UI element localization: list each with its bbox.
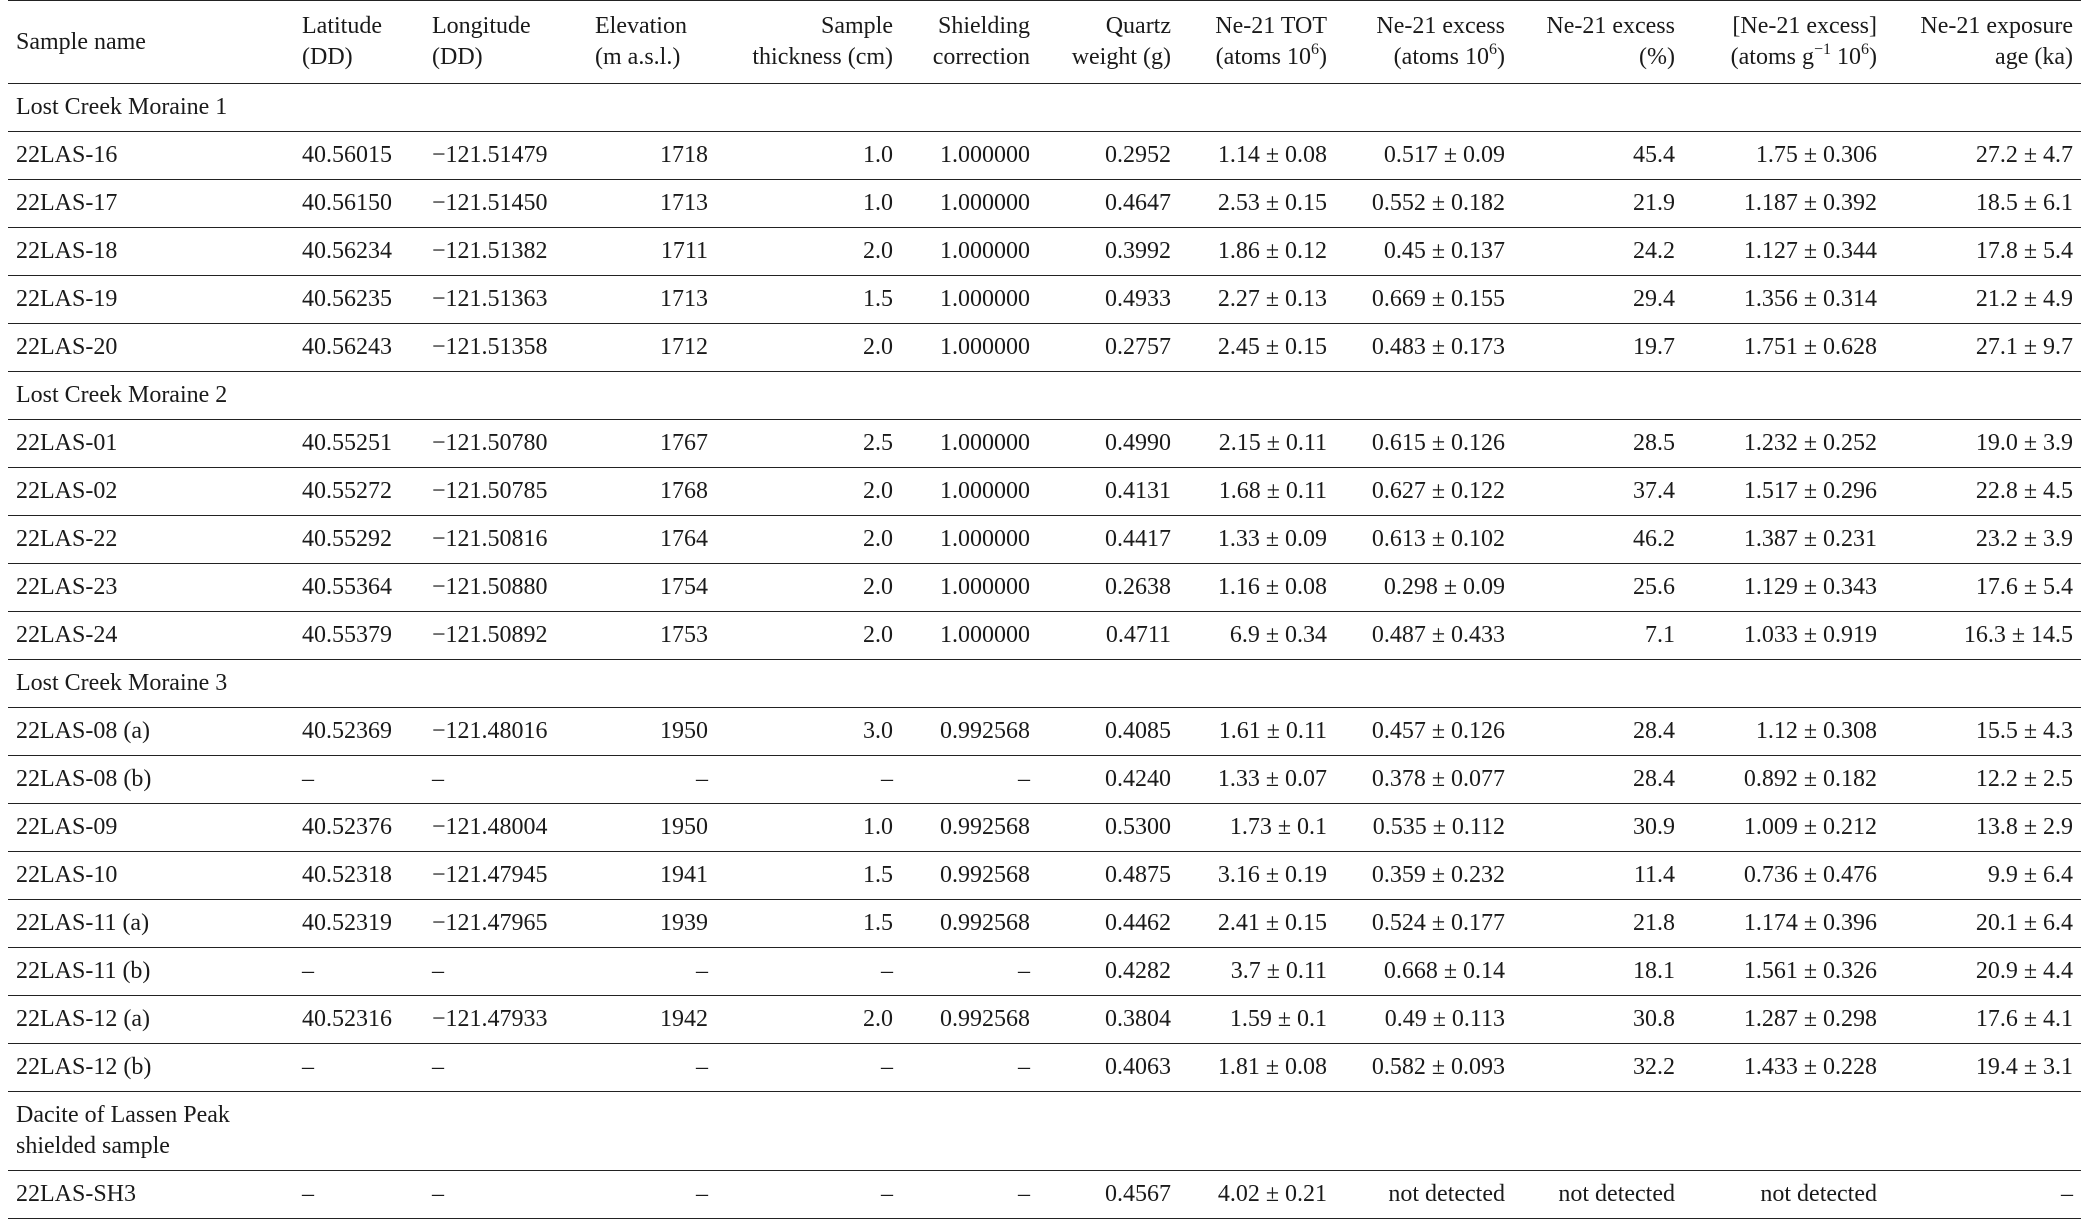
table-cell: 2.0 [716,564,901,612]
table-cell: 21.8 [1513,900,1683,948]
table-cell: 0.4567 [1038,1171,1179,1219]
table-cell: 28.4 [1513,708,1683,756]
table-cell: 2.0 [716,516,901,564]
table-row [8,900,2081,948]
table-cell: 40.55272 [294,468,424,516]
table-cell: −121.48004 [424,804,587,852]
group-label-filler [294,1092,2081,1171]
column-header-line: Longitude [432,13,531,39]
table-cell: 1764 [587,516,716,564]
table-cell: 1.000000 [901,132,1038,180]
table-cell: 7.1 [1513,612,1683,660]
table-cell: 1.000000 [901,324,1038,372]
table-cell: 1.000000 [901,180,1038,228]
table-cell: 0.2757 [1038,324,1179,372]
table-row [8,852,2081,900]
table-cell: 0.4417 [1038,516,1179,564]
sample-name-cell: 22LAS-02 [8,468,294,516]
table-cell: 1.751 ± 0.628 [1683,324,1885,372]
table-cell: not detected [1335,1171,1513,1219]
table-cell: 16.3 ± 14.5 [1885,612,2081,660]
table-cell: 2.0 [716,996,901,1044]
table-cell: 0.517 ± 0.09 [1335,132,1513,180]
table-cell: 0.5300 [1038,804,1179,852]
table-cell: 19.7 [1513,324,1683,372]
table-cell: 17.8 ± 5.4 [1885,228,2081,276]
table-cell: 1.59 ± 0.1 [1179,996,1335,1044]
sample-name-cell: 22LAS-12 (a) [8,996,294,1044]
table-cell: – [424,948,587,996]
table-cell: 0.669 ± 0.155 [1335,276,1513,324]
group-label: Lost Creek Moraine 3 [8,660,2081,708]
sample-name-cell: 22LAS-17 [8,180,294,228]
table-cell: 1.0 [716,132,901,180]
table-cell: 1.33 ± 0.09 [1179,516,1335,564]
table-cell: 0.457 ± 0.126 [1335,708,1513,756]
column-header-line: Sample [821,13,893,39]
table-cell: 1.000000 [901,276,1038,324]
table-cell: 1.187 ± 0.392 [1683,180,1885,228]
table-cell: 0.535 ± 0.112 [1335,804,1513,852]
table-cell: 1.000000 [901,228,1038,276]
table-cell: 2.53 ± 0.15 [1179,180,1335,228]
sample-name-cell: 22LAS-11 (b) [8,948,294,996]
table-cell: 1.517 ± 0.296 [1683,468,1885,516]
table-cell: 37.4 [1513,468,1683,516]
data-table-container [8,0,2073,1219]
table-cell: 40.56234 [294,228,424,276]
column-header [1885,1,2081,84]
table-cell: −121.47945 [424,852,587,900]
table-cell: 1.000000 [901,564,1038,612]
table-cell: 12.2 ± 2.5 [1885,756,2081,804]
column-header-line: thickness (cm) [752,44,893,70]
table-cell: 1.61 ± 0.11 [1179,708,1335,756]
column-header-line: age (ka) [1995,44,2073,70]
table-row [8,276,2081,324]
table-cell: 32.2 [1513,1044,1683,1092]
table-cell: 28.5 [1513,420,1683,468]
table-cell: −121.50892 [424,612,587,660]
table-row [8,1044,2081,1092]
table-cell: 1.5 [716,852,901,900]
column-header-line: (DD) [432,44,483,70]
table-cell: 40.52376 [294,804,424,852]
table-cell: 40.55364 [294,564,424,612]
table-cell: – [901,1171,1038,1219]
group-header-row [8,84,2081,132]
sample-name-cell: 22LAS-18 [8,228,294,276]
sample-data-table [8,0,2081,1219]
table-cell: 21.9 [1513,180,1683,228]
table-cell: 0.4063 [1038,1044,1179,1092]
table-cell: 2.0 [716,612,901,660]
table-cell: 0.49 ± 0.113 [1335,996,1513,1044]
table-cell: 0.992568 [901,900,1038,948]
column-header-line: (atoms $10^6$) [1215,41,1327,70]
table-cell: 0.2638 [1038,564,1179,612]
table-cell: 0.3804 [1038,996,1179,1044]
table-cell: 0.4282 [1038,948,1179,996]
table-cell: 2.41 ± 0.15 [1179,900,1335,948]
table-cell: 1942 [587,996,716,1044]
table-cell: 28.4 [1513,756,1683,804]
table-cell: 40.55292 [294,516,424,564]
column-header [1038,1,1179,84]
column-header-line: Latitude [302,13,382,39]
table-cell: 13.8 ± 2.9 [1885,804,2081,852]
table-cell: −121.48016 [424,708,587,756]
table-cell: 40.52316 [294,996,424,1044]
table-cell: 1713 [587,180,716,228]
table-row [8,324,2081,372]
table-cell: 2.15 ± 0.11 [1179,420,1335,468]
sample-name-cell: 22LAS-01 [8,420,294,468]
column-header-line: (%) [1639,44,1675,70]
table-cell: 3.16 ± 0.19 [1179,852,1335,900]
column-header [1513,1,1683,84]
table-row [8,612,2081,660]
table-cell: −121.50785 [424,468,587,516]
column-header-line: correction [932,44,1030,70]
table-cell: 1.5 [716,276,901,324]
table-cell: – [716,1171,901,1219]
table-cell: 0.992568 [901,852,1038,900]
table-cell: 3.0 [716,708,901,756]
table-cell: 0.359 ± 0.232 [1335,852,1513,900]
table-cell: 0.992568 [901,804,1038,852]
group-header-row [8,660,2081,708]
table-cell: 27.1 ± 9.7 [1885,324,2081,372]
table-cell: 0.4647 [1038,180,1179,228]
table-row [8,468,2081,516]
table-cell: 1.14 ± 0.08 [1179,132,1335,180]
table-row [8,564,2081,612]
table-cell: – [294,948,424,996]
table-cell: – [716,948,901,996]
sample-name-cell: 22LAS-24 [8,612,294,660]
table-cell: 1.75 ± 0.306 [1683,132,1885,180]
table-cell: 1711 [587,228,716,276]
table-cell: 1754 [587,564,716,612]
table-cell: 1753 [587,612,716,660]
column-header-line: Elevation [595,13,687,39]
table-row [8,804,2081,852]
table-cell: 0.892 ± 0.182 [1683,756,1885,804]
table-cell: 0.4875 [1038,852,1179,900]
table-cell: 1.387 ± 0.231 [1683,516,1885,564]
table-row [8,180,2081,228]
table-cell: – [901,948,1038,996]
table-cell: −121.51450 [424,180,587,228]
table-cell: 2.0 [716,228,901,276]
table-cell: 1.73 ± 0.1 [1179,804,1335,852]
table-cell: 46.2 [1513,516,1683,564]
table-cell: 0.615 ± 0.126 [1335,420,1513,468]
table-cell: 1.16 ± 0.08 [1179,564,1335,612]
group-label: Lost Creek Moraine 1 [8,84,2081,132]
table-cell: 3.7 ± 0.11 [1179,948,1335,996]
table-cell: 29.4 [1513,276,1683,324]
table-cell: 0.4933 [1038,276,1179,324]
table-cell: 19.0 ± 3.9 [1885,420,2081,468]
table-cell: 0.627 ± 0.122 [1335,468,1513,516]
sample-name-cell: 22LAS-12 (b) [8,1044,294,1092]
column-header-line: (DD) [302,44,353,70]
table-cell: 23.2 ± 3.9 [1885,516,2081,564]
table-cell: 2.45 ± 0.15 [1179,324,1335,372]
table-cell: 1.356 ± 0.314 [1683,276,1885,324]
table-row [8,948,2081,996]
table-cell: 1.68 ± 0.11 [1179,468,1335,516]
table-cell: – [587,1171,716,1219]
group-label: Lost Creek Moraine 2 [8,372,2081,420]
table-row [8,516,2081,564]
column-header-line: Ne-21 excess [1376,13,1505,39]
table-cell: 1713 [587,276,716,324]
table-cell: 0.582 ± 0.093 [1335,1044,1513,1092]
table-cell: −121.47933 [424,996,587,1044]
group-header-row [8,1092,2081,1171]
table-cell: 18.1 [1513,948,1683,996]
table-cell: 40.52318 [294,852,424,900]
column-header-line: [Ne-21 excess] [1732,13,1877,39]
table-cell: 1.009 ± 0.212 [1683,804,1885,852]
table-cell: – [424,1044,587,1092]
table-cell: 1.287 ± 0.298 [1683,996,1885,1044]
table-cell: not detected [1683,1171,1885,1219]
table-cell: 0.4131 [1038,468,1179,516]
table-cell: 1712 [587,324,716,372]
table-cell: 0.483 ± 0.173 [1335,324,1513,372]
table-cell: 1.33 ± 0.07 [1179,756,1335,804]
column-header [1335,1,1513,84]
column-header [716,1,901,84]
table-cell: 20.9 ± 4.4 [1885,948,2081,996]
table-cell: 2.0 [716,468,901,516]
table-cell: 24.2 [1513,228,1683,276]
table-cell: 0.45 ± 0.137 [1335,228,1513,276]
table-cell: 1.000000 [901,516,1038,564]
table-row [8,708,2081,756]
table-cell: 0.552 ± 0.182 [1335,180,1513,228]
table-cell: 1.000000 [901,420,1038,468]
table-cell: 0.524 ± 0.177 [1335,900,1513,948]
table-cell: 1.0 [716,804,901,852]
table-cell: 40.55379 [294,612,424,660]
table-row [8,228,2081,276]
table-cell: 0.613 ± 0.102 [1335,516,1513,564]
table-cell: 30.8 [1513,996,1683,1044]
table-cell: – [294,756,424,804]
table-cell: 1.127 ± 0.344 [1683,228,1885,276]
table-row [8,1171,2081,1219]
table-cell: – [294,1044,424,1092]
table-cell: – [901,1044,1038,1092]
table-cell: 1.433 ± 0.228 [1683,1044,1885,1092]
table-cell: 1718 [587,132,716,180]
column-header-line: (atoms $g^{-1}$ $10^6$) [1730,41,1877,70]
table-cell: 1.033 ± 0.919 [1683,612,1885,660]
table-row [8,996,2081,1044]
column-header-line: Sample name [16,28,146,55]
table-cell: 0.3992 [1038,228,1179,276]
header-row [8,1,2081,84]
table-cell: 40.56235 [294,276,424,324]
table-cell: 2.0 [716,324,901,372]
table-cell: not detected [1513,1171,1683,1219]
table-cell: 1941 [587,852,716,900]
table-cell: −121.51382 [424,228,587,276]
sample-name-cell: 22LAS-09 [8,804,294,852]
table-cell: 1.000000 [901,468,1038,516]
table-cell: 1.000000 [901,612,1038,660]
table-cell: 0.4085 [1038,708,1179,756]
table-cell: 1939 [587,900,716,948]
sample-name-cell: 22LAS-22 [8,516,294,564]
table-cell: 0.992568 [901,996,1038,1044]
sample-name-cell: 22LAS-08 (b) [8,756,294,804]
table-cell: 40.55251 [294,420,424,468]
table-cell: 45.4 [1513,132,1683,180]
table-cell: 40.56243 [294,324,424,372]
table-cell: 11.4 [1513,852,1683,900]
table-cell: 40.56015 [294,132,424,180]
table-cell: 1.86 ± 0.12 [1179,228,1335,276]
table-cell: 17.6 ± 5.4 [1885,564,2081,612]
table-cell: −121.51479 [424,132,587,180]
table-cell: −121.50880 [424,564,587,612]
table-cell: 0.668 ± 0.14 [1335,948,1513,996]
table-cell: 1.561 ± 0.326 [1683,948,1885,996]
column-header-line: Ne-21 exposure [1920,13,2073,39]
table-cell: 0.736 ± 0.476 [1683,852,1885,900]
table-cell: 0.4462 [1038,900,1179,948]
table-cell: – [587,1044,716,1092]
sample-name-cell: 22LAS-20 [8,324,294,372]
column-header [294,1,424,84]
table-cell: 18.5 ± 6.1 [1885,180,2081,228]
table-cell: 1.5 [716,900,901,948]
table-cell: 9.9 ± 6.4 [1885,852,2081,900]
column-header-line: Ne-21 excess [1546,13,1675,39]
sample-name-cell: 22LAS-16 [8,132,294,180]
table-cell: – [716,1044,901,1092]
table-cell: 21.2 ± 4.9 [1885,276,2081,324]
table-cell: 17.6 ± 4.1 [1885,996,2081,1044]
column-header-line: (atoms $10^6$) [1393,41,1505,70]
column-header-line: Shielding [937,13,1030,39]
column-header [8,1,294,84]
sample-name-cell: 22LAS-10 [8,852,294,900]
column-header [1179,1,1335,84]
table-cell: 1950 [587,708,716,756]
table-cell: – [587,756,716,804]
table-cell: – [294,1171,424,1219]
column-header [1683,1,1885,84]
table-row [8,420,2081,468]
table-cell: 19.4 ± 3.1 [1885,1044,2081,1092]
column-header-line: weight (g) [1071,44,1171,70]
table-cell: 6.9 ± 0.34 [1179,612,1335,660]
column-header-line: Ne-21 TOT [1215,13,1327,39]
table-cell: −121.47965 [424,900,587,948]
table-cell: 40.52369 [294,708,424,756]
table-cell: 20.1 ± 6.4 [1885,900,2081,948]
sample-name-cell: 22LAS-08 (a) [8,708,294,756]
table-cell: – [587,948,716,996]
table-cell: 22.8 ± 4.5 [1885,468,2081,516]
column-header [901,1,1038,84]
table-body [8,84,2081,1219]
sample-name-cell: 22LAS-11 (a) [8,900,294,948]
table-cell: 25.6 [1513,564,1683,612]
table-cell: 0.298 ± 0.09 [1335,564,1513,612]
table-cell: 15.5 ± 4.3 [1885,708,2081,756]
table-cell: −121.50780 [424,420,587,468]
column-header-line: Quartz [1105,13,1171,39]
table-row [8,756,2081,804]
table-cell: – [1885,1171,2081,1219]
sample-name-cell: 22LAS-19 [8,276,294,324]
table-cell: 2.5 [716,420,901,468]
table-cell: – [424,1171,587,1219]
table-cell: 0.378 ± 0.077 [1335,756,1513,804]
table-cell: −121.51363 [424,276,587,324]
table-cell: 0.2952 [1038,132,1179,180]
table-cell: 1.232 ± 0.252 [1683,420,1885,468]
table-cell: 1767 [587,420,716,468]
group-header-row [8,372,2081,420]
table-cell: 1.129 ± 0.343 [1683,564,1885,612]
sample-name-cell: 22LAS-23 [8,564,294,612]
table-cell: 1768 [587,468,716,516]
table-cell: 1.12 ± 0.308 [1683,708,1885,756]
table-cell: 0.992568 [901,708,1038,756]
table-cell: 0.4990 [1038,420,1179,468]
column-header [424,1,587,84]
table-cell: 1.0 [716,180,901,228]
table-cell: 1.81 ± 0.08 [1179,1044,1335,1092]
table-cell: 30.9 [1513,804,1683,852]
table-cell: 0.4711 [1038,612,1179,660]
table-cell: 27.2 ± 4.7 [1885,132,2081,180]
table-cell: 40.52319 [294,900,424,948]
table-cell: 4.02 ± 0.21 [1179,1171,1335,1219]
table-cell: 40.56150 [294,180,424,228]
table-cell: −121.51358 [424,324,587,372]
table-cell: 1950 [587,804,716,852]
table-cell: 0.4240 [1038,756,1179,804]
sample-name-cell: 22LAS-SH3 [8,1171,294,1219]
table-cell: – [901,756,1038,804]
table-cell: 1.174 ± 0.396 [1683,900,1885,948]
table-cell: −121.50816 [424,516,587,564]
group-label: Dacite of Lassen Peak shielded sample [8,1092,294,1171]
table-cell: 2.27 ± 0.13 [1179,276,1335,324]
table-cell: – [424,756,587,804]
column-header-line: (m a.s.l.) [595,44,681,70]
column-header [587,1,716,84]
table-row [8,132,2081,180]
table-header [8,1,2081,84]
table-cell: 0.487 ± 0.433 [1335,612,1513,660]
table-cell: – [716,756,901,804]
